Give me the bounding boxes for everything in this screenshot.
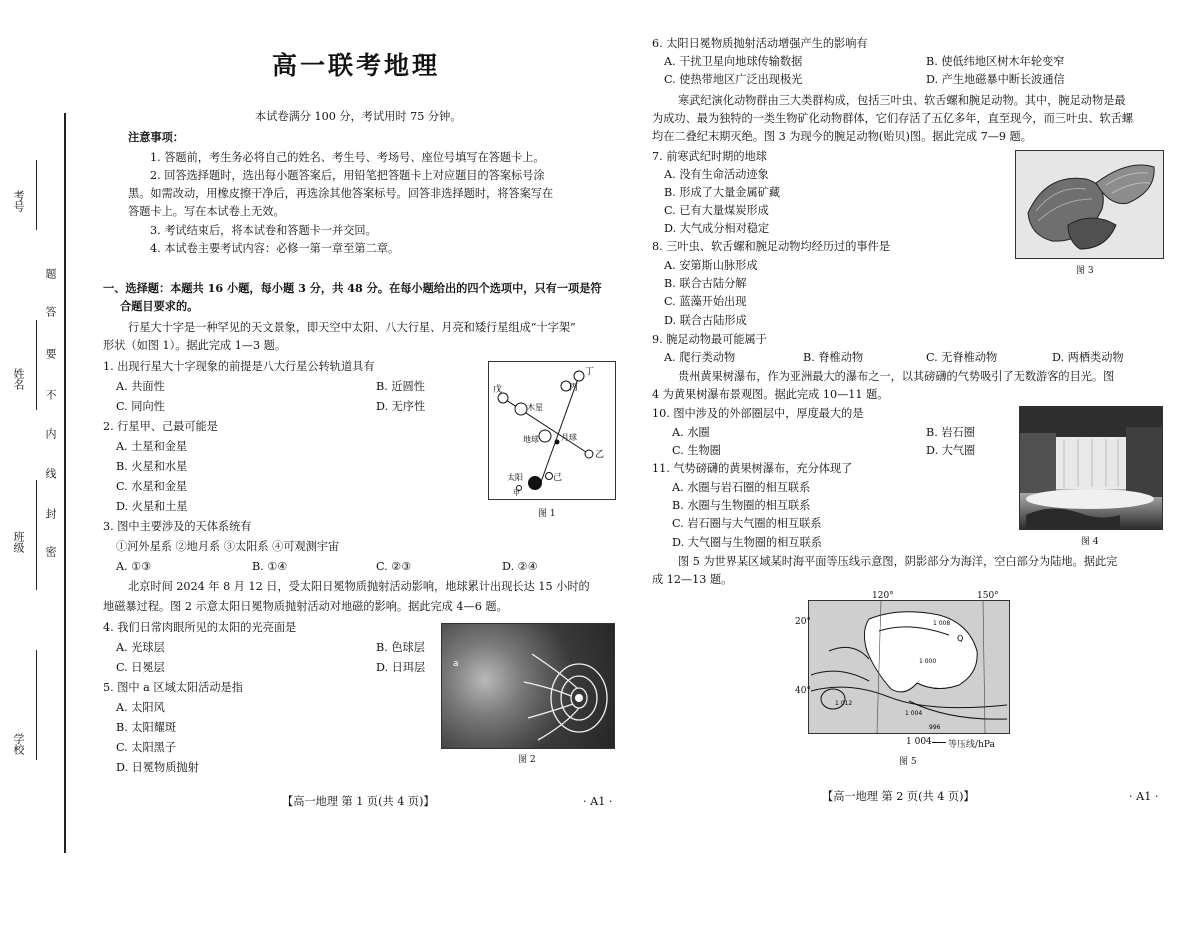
option[interactable]: D. 产生地磁暴中断长波通信 [926, 73, 1065, 86]
seal-char: 要 [44, 348, 57, 359]
question-8: 8. 三叶虫、软舌螺和腕足动物均经历过的事件是 [652, 240, 890, 253]
page-footer: 【高一地理 第 2 页(共 4 页)】 [822, 790, 975, 803]
figure-3-brachiopod-photo [1015, 150, 1164, 259]
exam-number-field[interactable] [36, 160, 37, 230]
option[interactable]: D. 火星和土星 [116, 500, 188, 513]
fig1-label: 甲 [513, 489, 520, 497]
option[interactable]: B. 岩石圈 [926, 426, 975, 439]
figure-4-caption: 图 4 [1081, 537, 1099, 547]
fig5-legend-value: 1 004 [906, 737, 932, 747]
question-5: 5. 图中 a 区域太阳活动是指 [103, 681, 243, 694]
school-label: 学校 [12, 733, 25, 755]
notice-line: 4. 本试卷主要考试内容：必修一第一章至第二章。 [150, 242, 400, 255]
fig5-label: 1 004 [905, 710, 923, 717]
section-heading: 一、选择题：本题共 16 小题，每小题 3 分，共 48 分。在每小题给出的四个选项中，只有一项是符 [103, 281, 602, 295]
option[interactable]: C. 日冕层 [116, 661, 165, 674]
option[interactable]: C. 无脊椎动物 [926, 351, 998, 364]
fig1-label: 丁 [585, 367, 595, 377]
fig5-lon-label: 150° [977, 591, 999, 601]
option[interactable]: C. 水星和金星 [116, 480, 188, 493]
figure-3-caption: 图 3 [1076, 266, 1094, 276]
fig5-lon-label: 120° [872, 591, 894, 601]
question-10: 10. 图中涉及的外部圈层中，厚度最大的是 [652, 407, 864, 420]
question-9: 9. 腕足动物最可能属于 [652, 333, 767, 346]
option[interactable]: A. 土星和金星 [116, 440, 188, 453]
notice-line: 答题卡上。写在本试卷上无效。 [128, 205, 285, 218]
fig1-label: 乙 [595, 450, 605, 460]
fig2-label-a: a [453, 659, 459, 669]
passage-text: 为成功、最为独特的一类生物矿化动物群体，它们存活了五亿多年，直至现今，而三叶虫、软舌螺 [652, 112, 1134, 125]
option[interactable]: C. 已有大量煤炭形成 [664, 204, 769, 217]
option[interactable]: D. 大气圈 [926, 444, 976, 457]
fig5-label: 1 012 [835, 700, 853, 707]
option[interactable]: D. 日珥层 [376, 661, 426, 674]
option[interactable]: D. 联合古陆形成 [664, 314, 747, 327]
option[interactable]: C. 同向性 [116, 400, 165, 413]
passage-text: 成 12—13 题。 [652, 573, 733, 586]
option[interactable]: B. 使低纬地区树木年轮变窄 [926, 55, 1065, 68]
fig5-legend-line [932, 742, 946, 743]
option[interactable]: A. 太阳风 [116, 701, 165, 714]
passage-text: 均在二叠纪末期灭绝。图 3 为现今的腕足动物(贻贝)图。据此完成 7—9 题。 [652, 130, 1032, 143]
option[interactable]: D. 无序性 [376, 400, 426, 413]
question-4: 4. 我们日常肉眼所见的太阳的光亮面是 [103, 621, 297, 634]
option[interactable]: A. 安第斯山脉形成 [664, 259, 758, 272]
option[interactable]: C. 太阳黑子 [116, 741, 177, 754]
option[interactable]: C. 蓝藻开始出现 [664, 295, 747, 308]
paper-code: · A1 · [583, 795, 613, 808]
option[interactable]: D. 大气成分相对稳定 [664, 222, 770, 235]
seal-char: 封 [44, 508, 57, 519]
option[interactable]: B. 形成了大量金属矿藏 [664, 186, 781, 199]
option[interactable]: C. ②③ [376, 560, 412, 573]
passage-text: 形状（如图 1）。据此完成 1—3 题。 [103, 339, 287, 352]
option[interactable]: B. 水圈与生物圈的相互联系 [672, 499, 811, 512]
question-6: 6. 太阳日冕物质抛射活动增强产生的影响有 [652, 37, 868, 50]
passage-text: 图 5 为世界某区域某时海平面等压线示意图，阴影部分为海洋，空白部分为陆地。据此完 [678, 555, 1118, 568]
class-field[interactable] [36, 480, 37, 590]
fig5-lat-label: 20° [795, 617, 811, 627]
fig1-label: 地球 [523, 435, 539, 444]
passage-text: 行星大十字是一种罕见的天文景象，即天空中太阳、八大行星、月亮和矮行星组成“十字架” [128, 321, 576, 334]
question-2: 2. 行星甲、己最可能是 [103, 420, 218, 433]
seal-char: 密 [44, 546, 57, 557]
question-7: 7. 前寒武纪时期的地球 [652, 150, 767, 163]
option[interactable]: A. 没有生命活动迹象 [664, 168, 769, 181]
notice-line: 2. 回答选择题时，选出每小题答案后，用铅笔把答题卡上对应题目的答案标号涂 [150, 169, 545, 182]
seal-char: 答 [44, 306, 57, 317]
fig1-label: 丙 [569, 383, 579, 393]
paper-code: · A1 · [1129, 790, 1159, 803]
option[interactable]: D. 大气圈与生物圈的相互联系 [672, 536, 822, 549]
option[interactable]: A. 干扰卫星向地球传输数据 [664, 55, 803, 68]
option[interactable]: A. 水圈 [672, 426, 710, 439]
page-footer: 【高一地理 第 1 页(共 4 页)】 [282, 795, 435, 808]
question-3: 3. 图中主要涉及的天体系统有 [103, 520, 252, 533]
option[interactable]: A. 水圈与岩石圈的相互联系 [672, 481, 811, 494]
figure-2-solar-magnetosphere [441, 623, 615, 749]
notice-heading: 注意事项： [128, 130, 184, 144]
option[interactable]: C. 岩石圈与大气圈的相互联系 [672, 517, 822, 530]
option[interactable]: B. ①④ [252, 560, 288, 573]
notice-line: 黑。如需改动，用橡皮擦干净后，再选涂其他答案标号。回答非选择题时，将答案写在 [128, 187, 554, 200]
fig5-label: 996 [929, 724, 941, 731]
fig1-label: 月球 [561, 433, 577, 442]
option[interactable]: B. 脊椎动物 [803, 351, 864, 364]
seal-char: 题 [44, 268, 57, 279]
fig5-lat-label: 40° [795, 686, 811, 696]
fig1-label: 木星 [527, 403, 543, 412]
exam-number-label: 考号 [12, 190, 25, 212]
fig1-label: 己 [553, 473, 563, 483]
option[interactable]: B. 联合古陆分解 [664, 277, 747, 290]
fig5-label: 1 008 [933, 620, 951, 627]
passage-text: 北京时间 2024 年 8 月 12 日，受太阳日冕物质抛射活动影响，地球累计出现长达 15 小时的 [128, 580, 590, 593]
name-label: 姓名 [12, 368, 25, 390]
passage-text: 贵州黄果树瀑布，作为亚洲最大的瀑布之一，以其磅礴的气势吸引了无数游客的目光。图 [678, 370, 1115, 383]
option[interactable]: D. 日冕物质抛射 [116, 761, 199, 774]
option[interactable]: A. 光球层 [116, 641, 165, 654]
option[interactable]: A. ①③ [116, 560, 152, 573]
figure-5-isobar-map [808, 600, 1010, 734]
figure-1-caption: 图 1 [538, 509, 556, 519]
fig5-label: Q [957, 634, 964, 643]
exam-intro: 本试卷满分 100 分，考试用时 75 分钟。 [255, 110, 462, 123]
notice-line: 1. 答题前，考生务必将自己的姓名、考生号、考场号、座位号填写在答题卡上。 [150, 151, 545, 164]
figure-4-waterfall-photo [1019, 406, 1163, 530]
seal-char: 线 [44, 468, 57, 479]
class-label: 班级 [12, 531, 25, 553]
fig5-label: 1 000 [919, 658, 937, 665]
fig5-legend-label: 等压线/hPa [948, 740, 995, 750]
seal-char: 不 [44, 389, 57, 400]
option[interactable]: B. 火星和水星 [116, 460, 188, 473]
option[interactable]: D. ②④ [502, 560, 538, 573]
question-3-items: ①河外星系 ②地月系 ③太阳系 ④可观测宇宙 [116, 540, 340, 553]
seal-char: 内 [44, 428, 57, 439]
option[interactable]: B. 太阳耀斑 [116, 721, 177, 734]
passage-text: 4 为黄果树瀑布景观图。据此完成 10—11 题。 [652, 388, 889, 401]
page-title: 高一联考地理 [272, 51, 441, 80]
name-field[interactable] [36, 320, 37, 410]
option[interactable]: B. 近圆性 [376, 380, 425, 393]
passage-text: 地磁暴过程。图 2 示意太阳日冕物质抛射活动对地磁的影响。据此完成 4—6 题。 [103, 600, 508, 613]
fig1-label: 戊 [493, 385, 503, 395]
figure-1-planet-cross [488, 361, 616, 500]
figure-5-caption: 图 5 [899, 757, 917, 767]
binding-line [64, 113, 66, 853]
option[interactable]: B. 色球层 [376, 641, 425, 654]
notice-line: 3. 考试结束后，将本试卷和答题卡一并交回。 [150, 224, 377, 237]
option[interactable]: A. 爬行类动物 [664, 351, 736, 364]
figure-2-caption: 图 2 [518, 755, 536, 765]
option[interactable]: C. 生物圈 [672, 444, 721, 457]
option[interactable]: C. 使热带地区广泛出现极光 [664, 73, 803, 86]
option[interactable]: D. 两栖类动物 [1052, 351, 1124, 364]
school-field[interactable] [36, 650, 37, 760]
question-1: 1. 出现行星大十字现象的前提是八大行星公转轨道具有 [103, 360, 375, 373]
option[interactable]: A. 共面性 [116, 380, 165, 393]
passage-text: 寒武纪演化动物群由三大类群构成，包括三叶虫、软舌螺和腕足动物。其中，腕足动物是最 [678, 94, 1126, 107]
fig1-label: 太阳 [507, 473, 523, 482]
question-11: 11. 气势磅礴的黄果树瀑布，充分体现了 [652, 462, 853, 475]
section-heading-cont: 合题目要求的。 [120, 299, 199, 313]
